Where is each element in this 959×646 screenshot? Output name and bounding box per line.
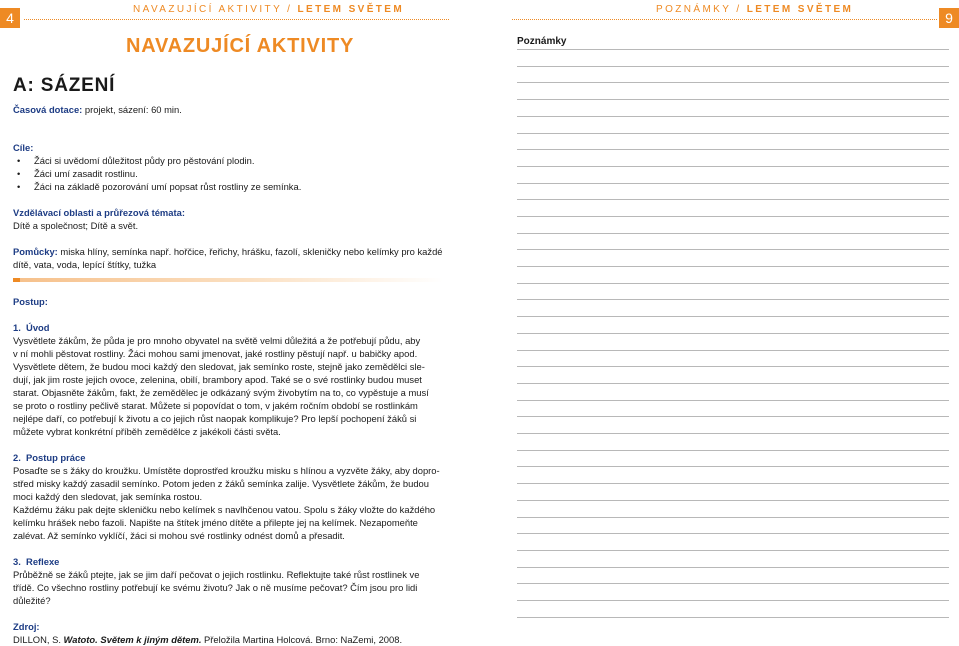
notes-ruled-line (517, 199, 949, 200)
step-line: třídě. Co všechno rostliny potřebují ke svému životu? Jak o ně musíme pečovat? Čím jsou pro lidi (13, 582, 418, 593)
notes-ruled-line (517, 550, 949, 551)
notes-ruled-line (517, 567, 949, 568)
step-line: Každému žáku pak dejte skleničku nebo kelímek s navlhčenou vatou. Spolu s žáky vložte do každého (13, 504, 436, 515)
notes-ruled-line (517, 400, 949, 401)
notes-ruled-line (517, 617, 949, 618)
goals-list (13, 154, 443, 193)
notes-ruled-line (517, 133, 949, 134)
source-book-title: Watoto. Světem k jiným dětem. (63, 634, 202, 645)
notes-ruled-line (517, 533, 949, 534)
areas-label: Vzdělávací oblasti a průřezová témata: (13, 207, 185, 218)
step-line: starat. Objasněte žákům, fakt, že zemědělec je odkázaný svým živobytím na to, co vypěstuje a musí (13, 387, 429, 398)
section-title: A: SÁZENÍ (13, 75, 116, 96)
step-line: zalévat. Až semínko vyklíčí, žáci si mohou své rostlinky odnést domů a přesadit. (13, 530, 345, 541)
notes-ruled-line (517, 266, 949, 267)
notes-ruled-line (517, 283, 949, 284)
notes-ruled-line (517, 600, 949, 601)
step-1 (13, 321, 443, 438)
notes-ruled-line (517, 416, 949, 417)
page-title: NAVAZUJÍCÍ AKTIVITY (126, 35, 355, 57)
notes-ruled-line (517, 316, 949, 317)
notes-ruled-line (517, 166, 949, 167)
step-line: důležité? (13, 595, 51, 606)
time-value: projekt, sázení: 60 min. (82, 104, 182, 115)
time-label: Časová dotace: (13, 104, 83, 115)
step-line: kelímku hrášek nebo fazoli. Napište na štítek jméno dítěte a přilepte jej na kelímek. Nezapomeňte (13, 517, 418, 528)
section-divider (13, 278, 443, 282)
step-line: moci každý den sledovat, jak semínka rostou. (13, 491, 203, 502)
notes-ruled-line (517, 483, 949, 484)
divider-accent (13, 278, 20, 282)
running-header-left: NAVAZUJÍCÍ AKTIVITY / LETEM SVĚTEM (133, 4, 405, 15)
list-item: • Žáci na základě pozorování umí popsat růst rostliny ze semínka. (13, 180, 443, 193)
notes-ruled-line (517, 82, 949, 83)
running-header-right: POZNÁMKY / LETEM SVĚTEM (656, 4, 854, 15)
step-line: Posaďte se s žáky do kroužku. Umístěte doprostřed kroužku misku s hlínou a vyzvěte žáky, aby dopro- (13, 465, 440, 476)
step-line: střed misky každý zasadil semínko. Potom jeden z žáků semínka zalije. Vysvětlete žákům, že budou (13, 478, 429, 489)
notes-ruled-line (517, 249, 949, 250)
areas-value: Dítě a společnost; Dítě a svět. (13, 220, 139, 231)
time-allocation (13, 103, 443, 116)
notes-ruled-line (517, 99, 949, 100)
step-line: v ní mohli pěstovat rostliny. Žáci mohou sami jmenovat, jaké rostliny pěstují např. u babičky apod. (13, 348, 418, 359)
header-dotted-rule-left (24, 19, 449, 20)
step-heading: 1. Úvod (13, 322, 50, 333)
notes-ruled-line (517, 49, 949, 50)
step-line: Vysvětlete dětem, že budou moci každý den sledovat, jak semínko roste, stejně jako zemědělci sle- (13, 361, 425, 372)
list-item: • Žáci umí zasadit rostlinu. (13, 167, 443, 180)
notes-ruled-line (517, 466, 949, 467)
notes-ruled-line (517, 66, 949, 67)
step-3 (13, 555, 443, 607)
step-line: nejlépe daří, co potřebují k životu a co jejich růst naopak komplikuje? Pro lepší pochopení žáků si (13, 413, 417, 424)
step-line: Průběžně se žáků ptejte, jak se jim daří pečovat o jejich rostlinku. Reflektujte také růst rostlinek ve (13, 569, 420, 580)
activity-content (13, 103, 443, 646)
notes-ruled-line (517, 116, 949, 117)
aids-line-1: Pomůcky: miska hlíny, semínka např. hořčice, řeřichy, hrášku, fazolí, skleničky nebo kelímky pro každé (13, 246, 443, 257)
step-line: se proto o rostliny pečlivě starat. Můžete si popovídat o tom, v jakém ročním období se rostlinkám (13, 400, 418, 411)
step-line: Vysvětlete žákům, že půda je pro mnoho obyvatel na světě velmi důležitá a že potřebují půdu, aby (13, 335, 421, 346)
notes-ruled-line (517, 517, 949, 518)
step-line: můžete vybrat konkrétní příběh zemědělce z jakékoli části světa. (13, 426, 281, 437)
page-number-left: 4 (0, 8, 20, 28)
step-line: dují, jak jim roste jejich ovoce, zelenina, obilí, brambory apod. Také se o své rostlinky budou muset (13, 374, 422, 385)
notes-ruled-line (517, 333, 949, 334)
aids-line-2: dítě, vata, voda, lepící štítky, tužka (13, 259, 157, 270)
notes-ruled-line (517, 233, 949, 234)
notes-ruled-line (517, 216, 949, 217)
aids-label: Pomůcky: (13, 246, 58, 257)
notes-title: Poznámky (517, 36, 567, 47)
step-heading: 3. Reflexe (13, 556, 60, 567)
source-label: Zdroj: (13, 621, 40, 632)
list-item: • Žáci si uvědomí důležitost půdy pro pěstování plodin. (13, 154, 443, 167)
notes-ruled-line (517, 350, 949, 351)
notes-ruled-line (517, 583, 949, 584)
procedure-label: Postup: (13, 296, 48, 307)
source-citation: DILLON, S. Watoto. Světem k jiným dětem. Přeložila Martina Holcová. Brno: NaZemi, 2008. (13, 634, 403, 645)
notes-ruled-line (517, 500, 949, 501)
notes-ruled-line (517, 450, 949, 451)
notes-ruled-line (517, 299, 949, 300)
header-dotted-rule-right (512, 19, 937, 20)
notes-ruled-line (517, 383, 949, 384)
step-heading: 2. Postup práce (13, 452, 86, 463)
step-2 (13, 451, 443, 542)
notes-ruled-line (517, 366, 949, 367)
goals-label: Cíle: (13, 142, 34, 153)
notes-ruled-line (517, 433, 949, 434)
notes-ruled-line (517, 149, 949, 150)
notes-ruled-line (517, 183, 949, 184)
page-number-right: 9 (939, 8, 959, 28)
